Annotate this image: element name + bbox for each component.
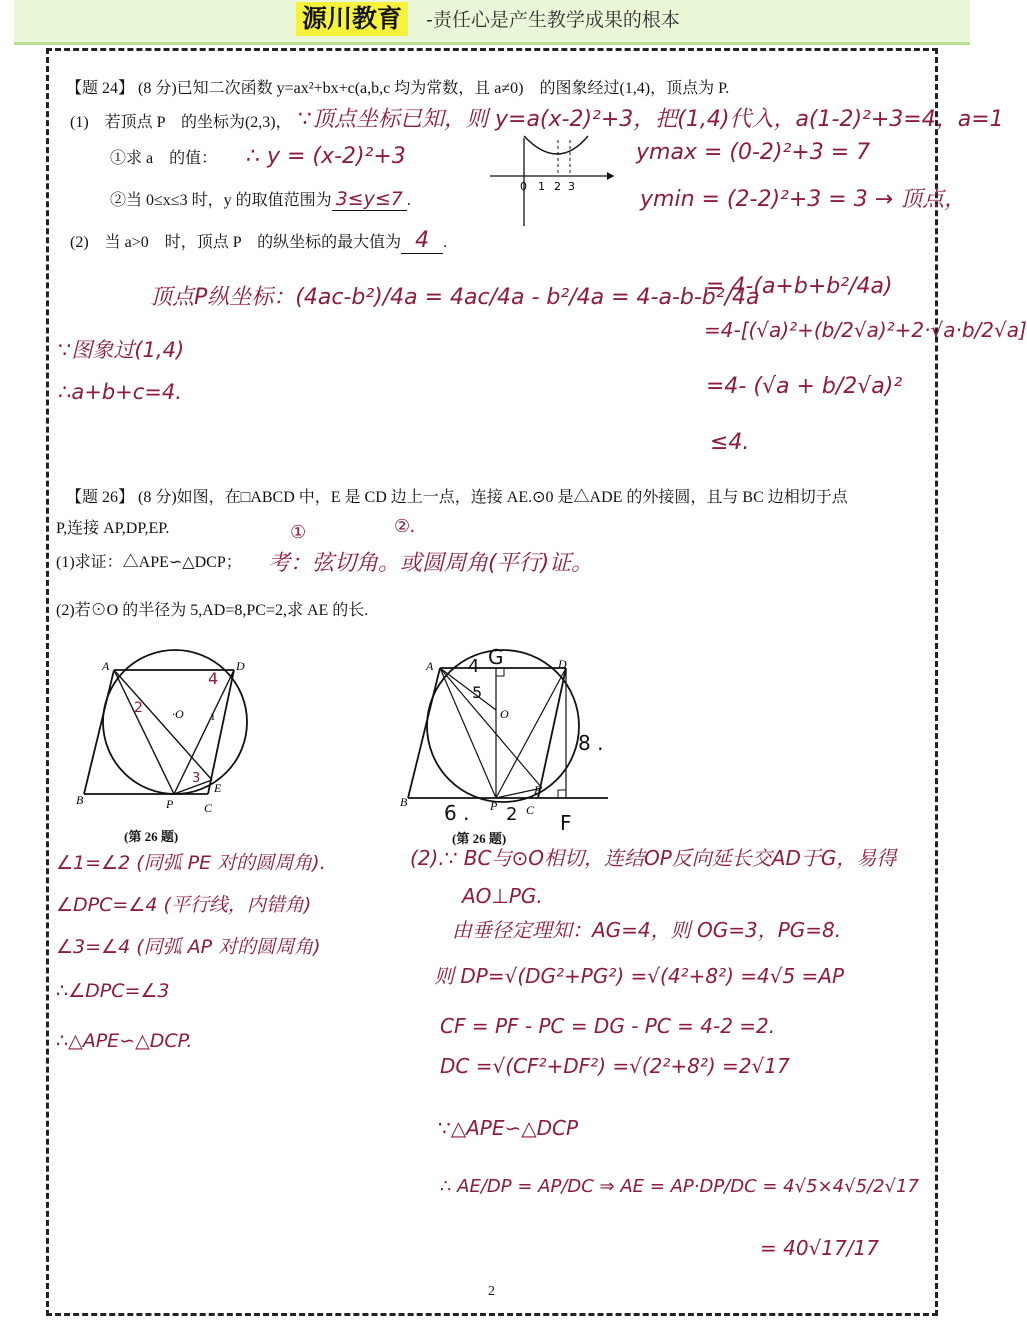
- proof2-line-5: CF = PF - PC = DG - PC = 4-2 =2.: [440, 1014, 776, 1038]
- proof1-line-4: ∴∠DPC=∠3: [56, 980, 170, 1002]
- figure-caption-left: (第 26 题): [124, 829, 179, 844]
- q24-b-text: ②当 0≤x≤3 时，y 的取值范围为: [110, 192, 332, 209]
- fig2-label-G: G: [488, 645, 504, 669]
- q26-title: 【题 26】 (8 分)如图，在□ABCD 中，E 是 CD 边上一点，连接 AE.⊙0 是△ADE 的外接圆，且与 BC 边相切于点: [66, 489, 848, 506]
- parabola-sketch: [486, 130, 618, 230]
- fig1-label-A: A: [102, 659, 110, 673]
- svg-text:0: 0: [520, 180, 527, 193]
- q24-ymax: ymax = (0-2)²+3 = 7: [636, 140, 871, 165]
- fig1-label-O: ·O: [172, 707, 184, 721]
- fig1-angle-3: 3: [192, 771, 201, 786]
- figure-26-left: [70, 648, 270, 818]
- proof1-line-1: ∠1=∠2 (同弧 PE 对的圆周角).: [56, 852, 326, 874]
- q24-a-label: ①求 a 的值：: [110, 150, 218, 167]
- proof2-line-3: 由垂径定理知：AG=4，则 OG=3，PG=8.: [452, 918, 842, 942]
- q24-derivation-1: 顶点P纵坐标：(4ac-b²)/4a = 4ac/4a - b²/4a = 4-a-b-b²/4a: [150, 285, 760, 310]
- q24-b-answer: 3≤y≤7: [332, 188, 407, 211]
- q24-part1-handwriting: ∵顶点坐标已知，则 y=a(x-2)²+3，把(1,4)代入，a(1-2)²+3=4，a=1: [298, 107, 1004, 132]
- header-motto: -责任心是产生教学成果的根本: [426, 9, 680, 31]
- fig2-value-8: 8 .: [578, 731, 604, 755]
- fig1-label-B: B: [76, 793, 84, 807]
- q24-since-2: ∴a+b+c=4.: [58, 380, 182, 404]
- fig1-label-P: P: [166, 797, 174, 811]
- q24-title: 【题 24】 (8 分)已知二次函数 y=ax²+bx+c(a,b,c 均为常数，且 a≠0) 的图象经过(1,4)，顶点为 P.: [66, 80, 730, 97]
- proof2-line-1: (2).∵ BC与⊙O相切，连结OP反向延长交AD于G，易得: [410, 846, 897, 870]
- q26-part1: (1)求证：△APE∽△DCP；: [56, 554, 242, 571]
- q24-b-end: .: [406, 192, 411, 209]
- q26-mark-1: ①: [290, 522, 307, 543]
- fig2-label-C: C: [526, 803, 535, 817]
- fig1-angle-1: 1: [210, 711, 216, 723]
- q26-part2: (2)若⊙O 的半径为 5,AD=8,PC=2,求 AE 的长.: [56, 602, 369, 619]
- q24-part2: [70, 230, 447, 254]
- q24-a-handwriting: ∴ y = (x-2)²+3: [246, 144, 406, 169]
- fig2-value-5: 5: [472, 683, 483, 702]
- q26-part1-handwriting: 考：弦切角。或圆周角(平行)证。: [268, 551, 594, 576]
- q26-mark-2: ②.: [394, 516, 416, 537]
- proof2-line-6: DC =√(CF²+DF²) =√(2²+8²) =2√17: [440, 1054, 790, 1078]
- q24-part2-end: .: [443, 234, 448, 251]
- q24-derivation-2: = 4-(a+b+b²/4a): [706, 274, 893, 299]
- proof2-line-4: 则 DP=√(DG²+PG²) =√(4²+8²) =4√5 =AP: [434, 964, 845, 988]
- proof1-line-3: ∠3=∠4 (同弧 AP 对的圆周角): [56, 936, 321, 958]
- fig2-label-B: B: [400, 795, 408, 809]
- fig1-label-C: C: [204, 801, 213, 815]
- q24-part2-answer: 4: [401, 228, 443, 254]
- q24-part1: (1) 若顶点 P 的坐标为(2,3)，: [70, 114, 292, 131]
- fig2-label-D: D: [558, 657, 567, 671]
- q24-since-1: ∵图象过(1,4): [58, 338, 185, 362]
- fig1-label-E: E: [214, 781, 222, 795]
- fig2-value-2: 2: [506, 804, 518, 825]
- fig2-label-A: A: [426, 659, 434, 673]
- q26-title-cont: P,连接 AP,DP,EP.: [56, 520, 170, 537]
- fig2-label-O: O: [500, 707, 509, 721]
- svg-text:3: 3: [568, 180, 575, 193]
- svg-text:1: 1: [538, 180, 545, 193]
- fig1-angle-2: 2: [134, 700, 143, 716]
- proof1-line-5: ∴△APE∽△DCP.: [56, 1030, 193, 1052]
- fig2-value-4: 4: [468, 656, 480, 677]
- fig1-label-D: D: [236, 659, 245, 673]
- q24-derivation-4: =4- (√a + b/2√a)²: [706, 374, 903, 399]
- q24-part2-text: (2) 当 a>0 时，顶点 P 的纵坐标的最大值为: [70, 234, 402, 251]
- page-number: 2: [488, 1284, 495, 1299]
- figure-26-right: [398, 640, 618, 836]
- fig2-label-P: P: [490, 799, 498, 813]
- q24-derivation-3: =4-[(√a)²+(b/2√a)²+2·√a·b/2√a]: [704, 318, 1027, 342]
- q24-derivation-5: ≤4.: [710, 430, 750, 455]
- brand-logo: 源川教育: [296, 2, 408, 36]
- proof2-line-2: AO⊥PG.: [462, 884, 543, 908]
- proof2-line-8: ∴ AE/DP = AP/DC ⇒ AE = AP·DP/DC = 4√5×4√5/2√17: [440, 1176, 919, 1197]
- fig1-angle-4: 4: [208, 669, 219, 688]
- fig2-label-E: E: [534, 783, 542, 797]
- proof1-line-2: ∠DPC=∠4 (平行线，内错角): [56, 894, 312, 916]
- proof2-line-7: ∵△APE∽△DCP: [438, 1116, 579, 1140]
- proof2-line-9: = 40√17/17: [760, 1236, 879, 1260]
- q24-ymin: ymin = (2-2)²+3 = 3 → 顶点，: [640, 187, 967, 212]
- svg-text:2: 2: [554, 180, 561, 193]
- figure-caption-right: (第 26 题): [452, 831, 507, 846]
- header-banner: [14, 0, 970, 45]
- fig2-value-6: 6 .: [444, 801, 470, 825]
- q24-b-label: [110, 188, 411, 212]
- fig2-label-F: F: [560, 811, 572, 835]
